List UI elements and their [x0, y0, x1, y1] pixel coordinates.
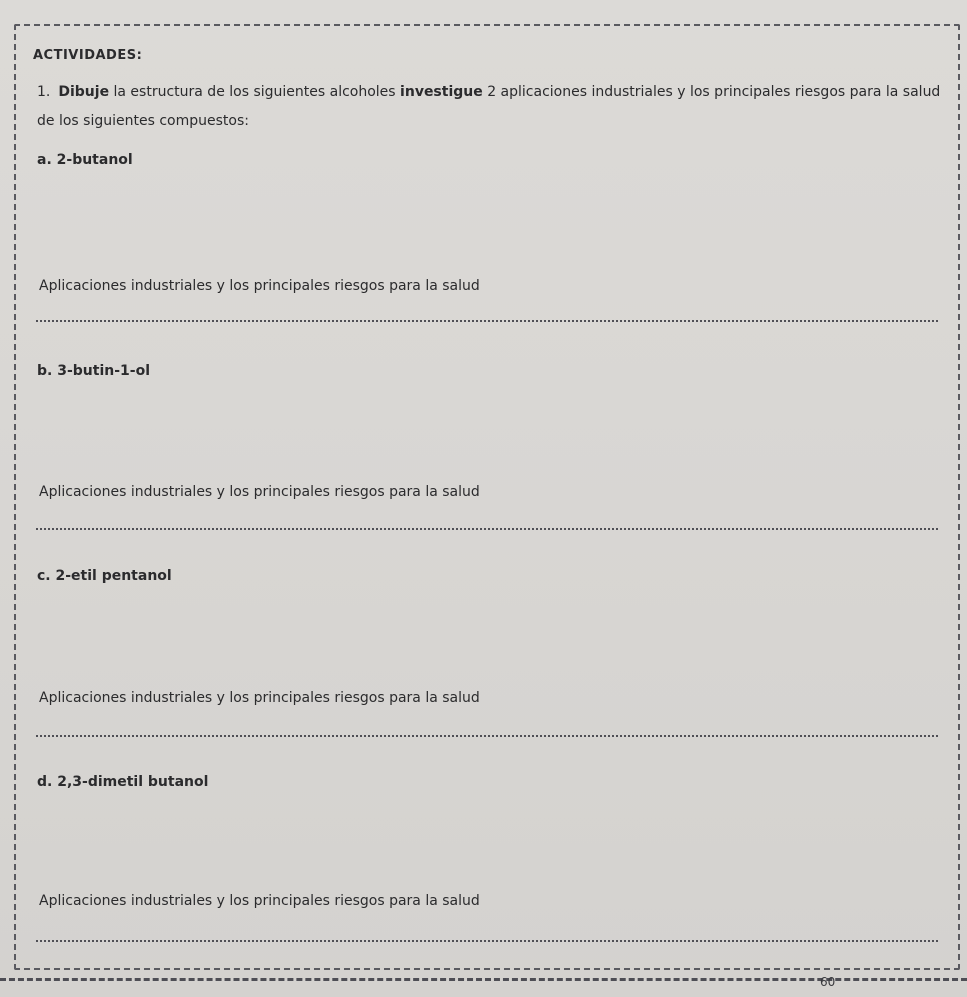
instruction-verb-investigate: investigue — [400, 84, 483, 100]
instruction-paragraph — [37, 78, 942, 136]
answer-line-a[interactable] — [36, 320, 938, 322]
answer-line-b[interactable] — [36, 528, 938, 530]
item-prompt-b: Aplicaciones industriales y los principales riesgos para la salud — [39, 484, 480, 500]
item-label-a: a. 2-butanol — [37, 152, 133, 168]
item-prompt-d: Aplicaciones industriales y los principales riesgos para la salud — [39, 893, 480, 909]
answer-line-c[interactable] — [36, 735, 938, 737]
page-number: 60 — [820, 975, 836, 989]
instruction-text-2: 2 aplicaciones industriales y los principales riesgos para la salud de los siguientes compuestos: — [37, 84, 941, 129]
item-prompt-c: Aplicaciones industriales y los principales riesgos para la salud — [39, 690, 480, 706]
item-label-d: d. 2,3-dimetil butanol — [37, 774, 209, 790]
answer-line-d[interactable] — [36, 940, 938, 942]
item-label-b: b. 3-butin-1-ol — [37, 363, 150, 379]
instruction-text-1: la estructura de los siguientes alcoholes — [113, 84, 396, 100]
item-prompt-a: Aplicaciones industriales y los principales riesgos para la salud — [39, 278, 480, 294]
section-title: ACTIVIDADES: — [33, 48, 143, 63]
item-label-c: c. 2-etil pentanol — [37, 568, 172, 584]
instruction-verb-draw: Dibuje — [58, 84, 110, 100]
instruction-number: 1. — [37, 84, 51, 100]
